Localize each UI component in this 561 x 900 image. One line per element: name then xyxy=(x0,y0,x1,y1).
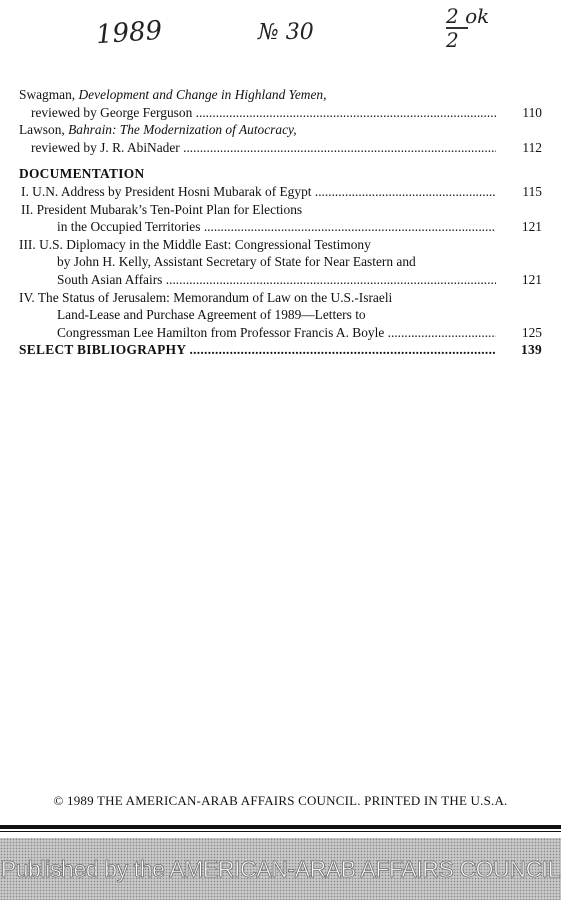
doc-ii-title: President Mubarak’s Ten-Point Plan for Elections xyxy=(36,201,303,217)
doc-ii-entry xyxy=(19,218,542,236)
review-1-book-title: Development and Change in Highland Yemen, xyxy=(78,87,327,102)
doc-iii-title-cont: South Asian Affairs ..... xyxy=(57,271,496,289)
review-2-page: 112 xyxy=(522,139,542,155)
footer-rule-thick xyxy=(0,825,561,829)
handwritten-issue-number: № 30 xyxy=(258,20,314,45)
bibliography-label: SELECT BIBLIOGRAPHY ..... xyxy=(19,341,496,359)
doc-ii-line-1 xyxy=(19,201,542,219)
table-of-contents xyxy=(19,86,542,359)
doc-iv-title: The Status of Jerusalem: Memorandum of Law on the U.S.-Israeli xyxy=(37,289,393,305)
publisher-banner-text: Published by the AMERICAN-ARAB AFFAIRS COUNCIL xyxy=(0,856,561,882)
review-2-reviewer: reviewed by J. R. AbiNader ..... xyxy=(31,139,496,157)
footer-rule-thin xyxy=(0,831,561,832)
doc-i-title: U.N. Address by President Hosni Mubarak of Egypt xyxy=(32,183,312,199)
bibliography-entry xyxy=(19,341,542,359)
corner-note-ok: ok xyxy=(465,4,490,28)
doc-iv-number: IV. xyxy=(19,289,35,305)
handwritten-year: 1989 xyxy=(95,15,164,51)
review-2-entry xyxy=(19,139,542,157)
review-2-book-title: Bahrain: The Modernization of Autocracy, xyxy=(68,122,297,138)
doc-iv-page: 125 xyxy=(521,324,542,340)
doc-iii-line-2: by John H. Kelly, Assistant Secretary of State for Near Eastern and xyxy=(57,254,416,270)
publisher-banner xyxy=(0,838,561,900)
handwritten-corner-note xyxy=(446,6,489,50)
doc-iii-line-1 xyxy=(19,236,542,254)
doc-i-page: 115 xyxy=(522,183,542,199)
documentation-heading: DOCUMENTATION xyxy=(19,166,145,182)
review-1-page: 110 xyxy=(522,104,542,120)
doc-iv-line-1 xyxy=(19,289,542,307)
doc-ii-page: 121 xyxy=(521,219,542,235)
corner-note-top: 2 xyxy=(446,4,459,28)
corner-note-bottom: 2 xyxy=(446,28,459,52)
review-1-entry xyxy=(19,104,542,122)
doc-ii-title-cont: in the Occupied Territories ..... xyxy=(57,218,496,236)
doc-ii-number: II. xyxy=(21,201,34,217)
doc-iii-page: 121 xyxy=(521,271,542,287)
doc-i-number: I. xyxy=(21,183,29,199)
doc-iii-title: U.S. Diplomacy in the Middle East: Congressional Testimony xyxy=(39,236,371,252)
review-2-title-line: Lawson, Bahrain: The Modernization of Autocracy, xyxy=(19,122,297,138)
doc-iv-entry xyxy=(19,324,542,342)
doc-iii-number: III. xyxy=(19,236,36,252)
doc-iv-line-2: Land-Lease and Purchase Agreement of 1989—Letters to xyxy=(57,307,366,323)
bibliography-page: 139 xyxy=(521,342,542,358)
copyright-notice: © 1989 THE AMERICAN-ARAB AFFAIRS COUNCIL. PRINTED IN THE U.S.A. xyxy=(53,793,508,808)
doc-iii-entry xyxy=(19,271,542,289)
review-1-title-line: Swagman, Development and Change in Highland Yemen, xyxy=(19,87,327,102)
doc-iv-title-cont: Congressman Lee Hamilton from Professor Francis A. Boyle ..... xyxy=(57,324,496,342)
doc-i-entry xyxy=(19,183,542,201)
review-1-reviewer: reviewed by George Ferguson ..... xyxy=(31,104,496,122)
